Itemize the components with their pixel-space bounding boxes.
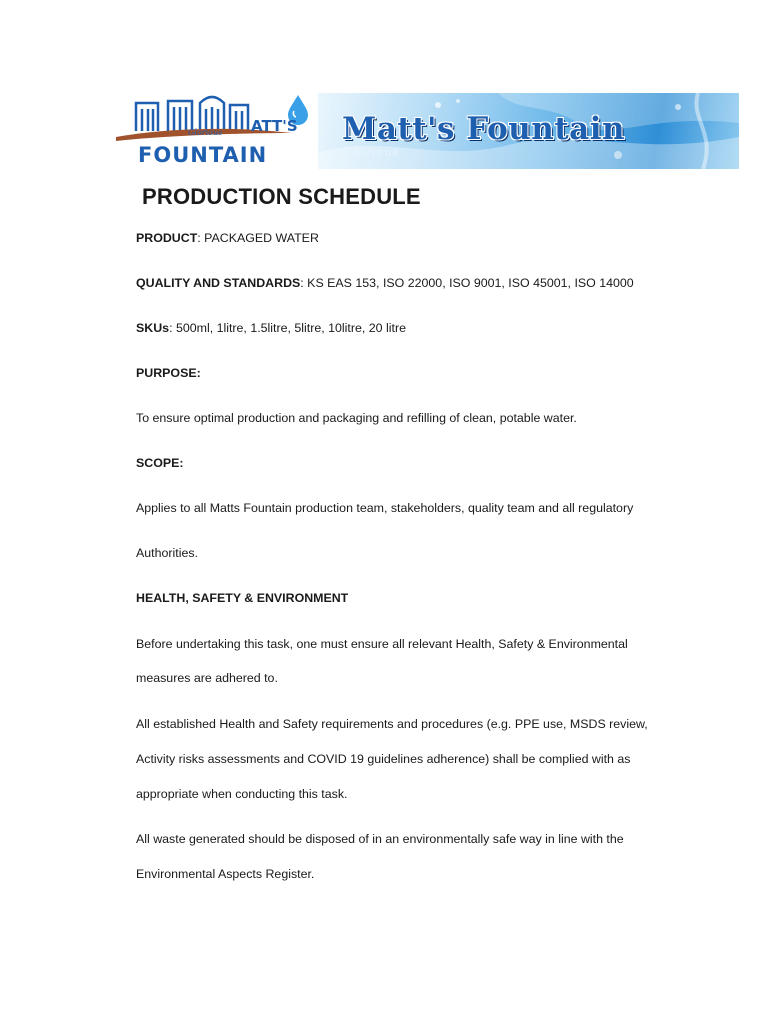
- hse-paragraph-3-line-2: Environmental Aspects Register.: [136, 867, 315, 881]
- scope-heading: [136, 455, 184, 471]
- logo-text-atts: ATT'S: [251, 117, 298, 135]
- quality-line: [136, 275, 634, 291]
- brand-tagline: Glorious: [344, 146, 400, 159]
- company-logo: [92, 93, 322, 169]
- scope-heading-text: SCOPE:: [136, 456, 184, 470]
- quality-value: : KS EAS 153, ISO 22000, ISO 9001, ISO 45001, ISO 14000: [300, 276, 634, 290]
- brand-name: Matt's Fountain: [342, 111, 626, 147]
- product-label: PRODUCT: [136, 231, 198, 245]
- hse-heading: [136, 590, 348, 606]
- hse-paragraph-3-line-1: All waste generated should be disposed of in an environmentally safe way in line with the: [136, 832, 624, 846]
- product-value: : PACKAGED WATER: [197, 231, 319, 245]
- scope-text-line-2: Authorities.: [136, 546, 198, 560]
- purpose-heading-text: PURPOSE:: [136, 366, 201, 380]
- skus-label: SKUs: [136, 321, 170, 335]
- product-line: [136, 230, 319, 246]
- header-banner: [92, 93, 739, 169]
- purpose-heading: [136, 365, 201, 381]
- logo-text-glorious: Glorious: [188, 128, 223, 137]
- hse-paragraph-1-line-2: measures are adhered to.: [136, 671, 278, 685]
- hse-paragraph-1-line-1: Before undertaking this task, one must ensure all relevant Health, Safety & Environmental: [136, 637, 628, 651]
- skus-value: : 500ml, 1litre, 1.5litre, 5litre, 10litre, 20 litre: [169, 321, 406, 335]
- skus-line: [136, 320, 406, 336]
- hse-paragraph-2-line-1: All established Health and Safety requirements and procedures (e.g. PPE use, MSDS review,: [136, 717, 648, 731]
- hse-heading-text: HEALTH, SAFETY & ENVIRONMENT: [136, 591, 349, 605]
- scope-text-line-1: Applies to all Matts Fountain production team, stakeholders, quality team and all regulatory: [136, 501, 634, 515]
- quality-label: QUALITY AND STANDARDS: [136, 276, 301, 290]
- logo-text-fountain: FOUNTAIN: [138, 143, 268, 167]
- page-title: PRODUCTION SCHEDULE: [142, 184, 421, 209]
- hse-paragraph-2-line-3: appropriate when conducting this task.: [136, 787, 348, 801]
- purpose-text: To ensure optimal production and packaging and refilling of clean, potable water.: [136, 411, 577, 425]
- hse-paragraph-2-line-2: Activity risks assessments and COVID 19 guidelines adherence) shall be complied with as: [136, 752, 631, 766]
